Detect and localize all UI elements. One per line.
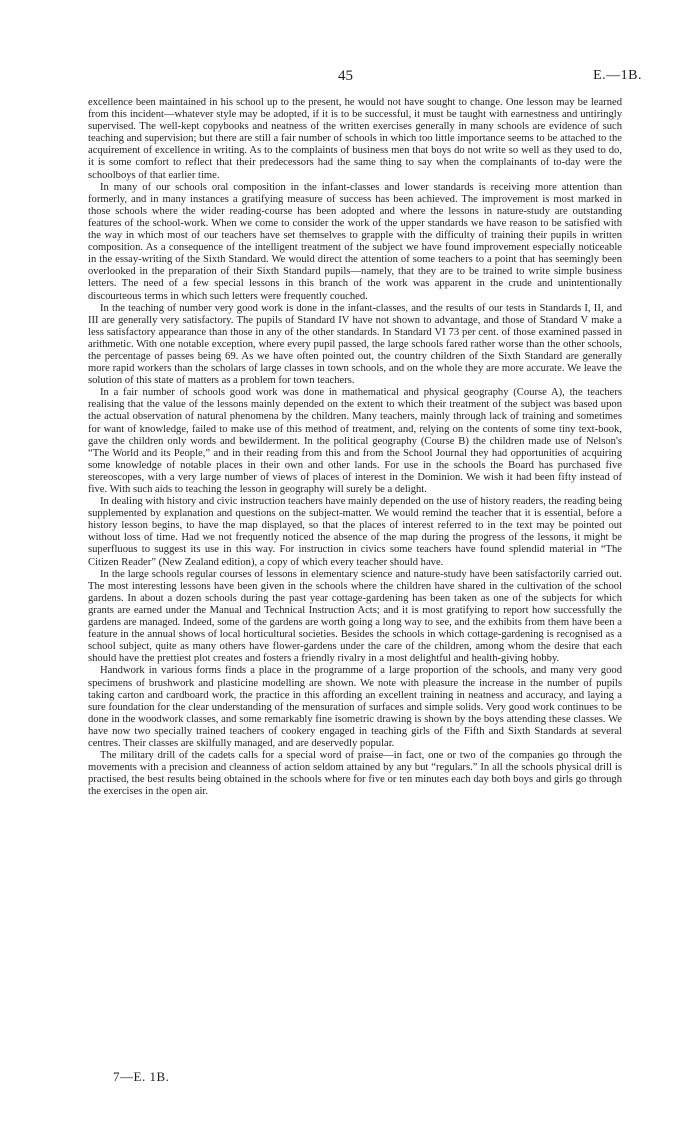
signature-mark: 7—E. 1B. bbox=[113, 1069, 170, 1084]
paragraph-military-drill: The military drill of the cadets calls for a special word of praise—in fact, one or two of the companies go through the movements with a precision and cleanness of action seldom attained by any but “regulars.” In all the schools physical drill is practised, the best results being obtained in the schools where for five or ten minutes each day both boys and girls go through the exercises in the open air. bbox=[88, 750, 622, 798]
document-reference: E.—1B. bbox=[593, 68, 642, 83]
page-header bbox=[0, 68, 700, 88]
paragraph-arithmetic: In the teaching of number very good work is done in the infant-classes, and the results of our tests in Standards I, II, and III are generally very satisfactory. The pupils of Standard IV have not shown to advantage, and those of Standard V make a less satisfactory appearance than those in any of the other standards. In Standard VI 73 per cent. of those examined passed in arithmetic. With one notable exception, where every pupil passed, the large schools fared rather worse than the other schools, the percentage of passes being 69. As we have often pointed out, the country children of the Sixth Standard are generally more rapid workers than the scholars of large classes in town schools, and on the whole they are more accurate. We leave the solution of this state of matters as a problem for town teachers. bbox=[88, 302, 622, 387]
paragraph-history-civics: In dealing with history and civic instruction teachers have mainly depended on the use of history readers, the reading being supplemented by explanation and questions on the subject-matter. We would remind the teacher that it is essential, before a history lesson begins, to have the map displayed, so that the places of interest referred to in the text may be pointed out without loss of time. Had we not frequently noticed the absence of the map during the progress of the lessons, it might be superfluous to suggest its use in this way. For instruction in civics some teachers have found splendid material in “The Citizen Reader” (New Zealand edition), a copy of which every teacher should have. bbox=[88, 496, 622, 568]
paragraph-handwork: Handwork in various forms finds a place in the programme of a large proportion of the schools, and many very good specimens of brushwork and plasticine modelling are shown. We note with pleasure the increase in the number of pupils taking carton and cardboard work, the practice in this affording an excellent training in neatness and accuracy, and laying a sure foundation for the clear understanding of the mensuration of surfaces and simple solids. Very good work continues to be done in the woodwork classes, and some remarkably fine isometric drawing is shown by the boys attending these classes. We have now two specially trained teachers of cookery engaged in teaching girls of the Fifth and Sixth Standards at several centres. Their classes are skilfully managed, and are deservedly popular. bbox=[88, 665, 622, 749]
paragraph-writing: excellence been maintained in his school up to the present, he would not have sought to change. One lesson may be learned from this incident—whatever style may be adopted, if it is to be successful, it must be taught with earnestness and untiringly supervised. The well-kept copybooks and neatness of the written exercises generally in many schools are evidence of such teaching and supervision; but there are still a fair number of schools in which too little importance seems to be attached to the acquirement of excellence in writing. As to the complaints of business men that boys do not write so well as they used to do, it is some comfort to reflect that their predecessors had the same thing to say when the complainants of to-day were the schoolboys of that earlier time. bbox=[88, 97, 622, 181]
paragraph-composition: In many of our schools oral composition in the infant-classes and lower standards is receiving more attention than formerly, and in many instances a gratifying measure of success has been achieved. The improvement is most marked in those schools where the wider reading-course has been adopted and where the lessons in nature-study are outstanding features of the school-work. When we come to consider the work of the upper standards we have reason to be satisfied with the way in which most of our teachers have set themselves to grapple with the difficulty of training their pupils in written composition. As a consequence of the intelligent treatment of the subject we have found improvement especially noticeable in the essay-writing of the Sixth Standard. We would direct the attention of some teachers to a point that has seemingly been overlooked in the preparation of their Sixth Standard pupils—namely, that they are to be trained to write simple business letters. The need of a few special lessons in this branch of the work was apparent in the crude and unintentionally discourteous terms in which such letters were frequently couched. bbox=[88, 181, 622, 302]
page-number: 45 bbox=[338, 68, 353, 84]
report-body bbox=[88, 97, 622, 798]
paragraph-science-nature-study: In the large schools regular courses of lessons in elementary science and nature-study have been satisfactorily carried out. The most interesting lessons have been given in the schools where the children have shared in the cultivation of the school gardens. In about a dozen schools during the past year cottage-gardening has been taken as one of the subjects for which grants are earned under the Manual and Technical Instruction Acts; and it is most gratifying to report how successfully the gardens are managed. Indeed, some of the gardens are worth going a long way to see, and the exhibits from them have been a feature in the annual shows of local horticultural societies. Besides the schools in which cottage-gardening is recognised as a school subject, quite as many others have flower-gardens under the care of the children, among whom the desire that each should have the prettiest plot creates and fosters a friendly rivalry in a most delightful and health-giving hobby. bbox=[88, 568, 622, 665]
paragraph-geography: In a fair number of schools good work was done in mathematical and physical geography (Course A), the teachers realising that the value of the lessons mainly depended on the extent to which their treatment of the subject was based upon the actual observation of natural phenomena by the children. Many teachers, mainly through lack of training and sometimes for want of knowledge, failed to make use of this method of treatment, and, relying on the contents of some tiny text-book, gave the children only words and bewilderment. In the political geography (Course B) the children made use of Nelson's “The World and its People,” and in their reading from this and from the School Journal they had opportunities of acquiring some knowledge of notable places in their own and other lands. For use in the schools the Board has purchased five stereoscopes, with a very large number of views of places of interest in the Dominion. We wish it had been fifty instead of five. With such aids to teaching the lesson in geography will surely be a delight. bbox=[88, 387, 622, 495]
